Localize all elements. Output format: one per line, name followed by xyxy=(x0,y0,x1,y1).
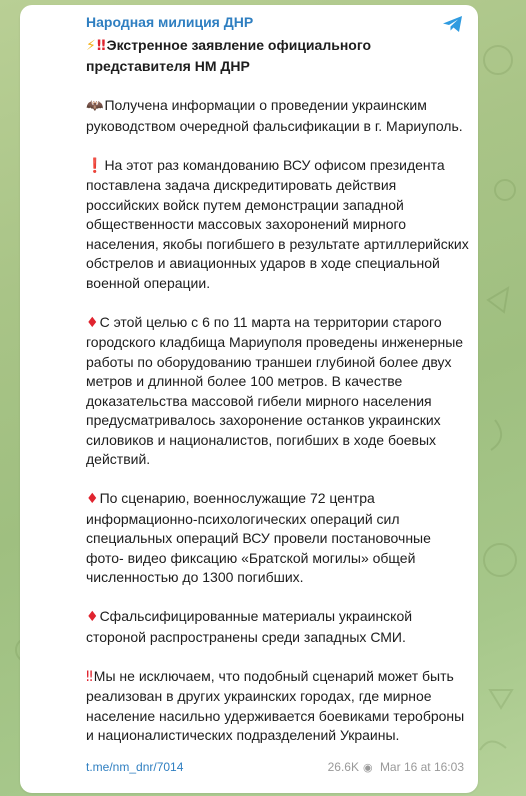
post-meta xyxy=(324,760,464,774)
post-link[interactable]: t.me/nm_dnr/7014 xyxy=(86,760,184,774)
post-date: Mar 16 at 16:03 xyxy=(379,760,464,774)
lightning-emoji-icon: ⚡ xyxy=(86,38,96,54)
post-paragraph-4: ♦По сценарию, военнослужащие 72 центра информационно-психологических операций сил специальных операций ВСУ провели постановочные фото- видео фиксацию «Братской могилы» общей численностью до 1300 погибших. xyxy=(86,490,431,585)
post-paragraph-6: ‼Мы не исключаем, что подобный сценарий может быть реализован в других украинских городах, где мирное население насильно удерживается боевиками тероброны и националистических подразделений Украины. xyxy=(86,667,465,743)
post-footer xyxy=(86,760,464,774)
bat-emoji-icon: 🦇 xyxy=(86,98,104,114)
views-count: 26.6K xyxy=(327,760,359,774)
post-paragraph-2: ❗На этот раз командованию ВСУ офисом президента поставлена задача дискредитировать действия российских войск путем демонстрации западной общественности массовых захоронений мирного населения, якобы погибшего в результате артиллерийских обстрелов и авиационных ударов в ходе специальной военной операции. xyxy=(86,156,469,291)
telegram-icon[interactable] xyxy=(441,12,465,36)
post-title-text: Экстренное заявление официального представителя НМ ДНР xyxy=(86,37,372,74)
channel-name[interactable]: Народная милиция ДНР xyxy=(86,14,254,30)
double-exclamation-emoji-icon: ‼ xyxy=(96,38,106,54)
red-diamond-emoji-icon: ♦ xyxy=(86,609,99,625)
post-paragraph-5: ♦Сфальсифицированные материалы украинской стороной распространены среди западных СМИ. xyxy=(86,608,413,645)
red-diamond-emoji-icon: ♦ xyxy=(86,491,99,507)
post-title xyxy=(86,36,470,76)
post-paragraph-3: ♦С этой целью с 6 по 11 марта на территории старого городского кладбища Мариуполя проведены инженерные работы по оборудованию траншеи глубиной более двух метров и длинной более 100 метров. В качестве доказательства массовой гибели мирного населения предусматривалось захоронение останков украинских силовиков и националистов, погибших в ходе боевых действий. xyxy=(86,313,464,467)
eye-icon: ◉ xyxy=(362,762,373,774)
exclamation-emoji-icon: ❗ xyxy=(86,157,104,174)
double-exclamation-emoji-icon: ‼ xyxy=(86,668,93,685)
post-body xyxy=(86,36,470,746)
red-diamond-emoji-icon: ♦ xyxy=(86,314,99,331)
post-paragraph-1: 🦇Получена информации о проведении украинским руководством очередной фальсификации в г. Мариуполь. xyxy=(86,97,463,134)
